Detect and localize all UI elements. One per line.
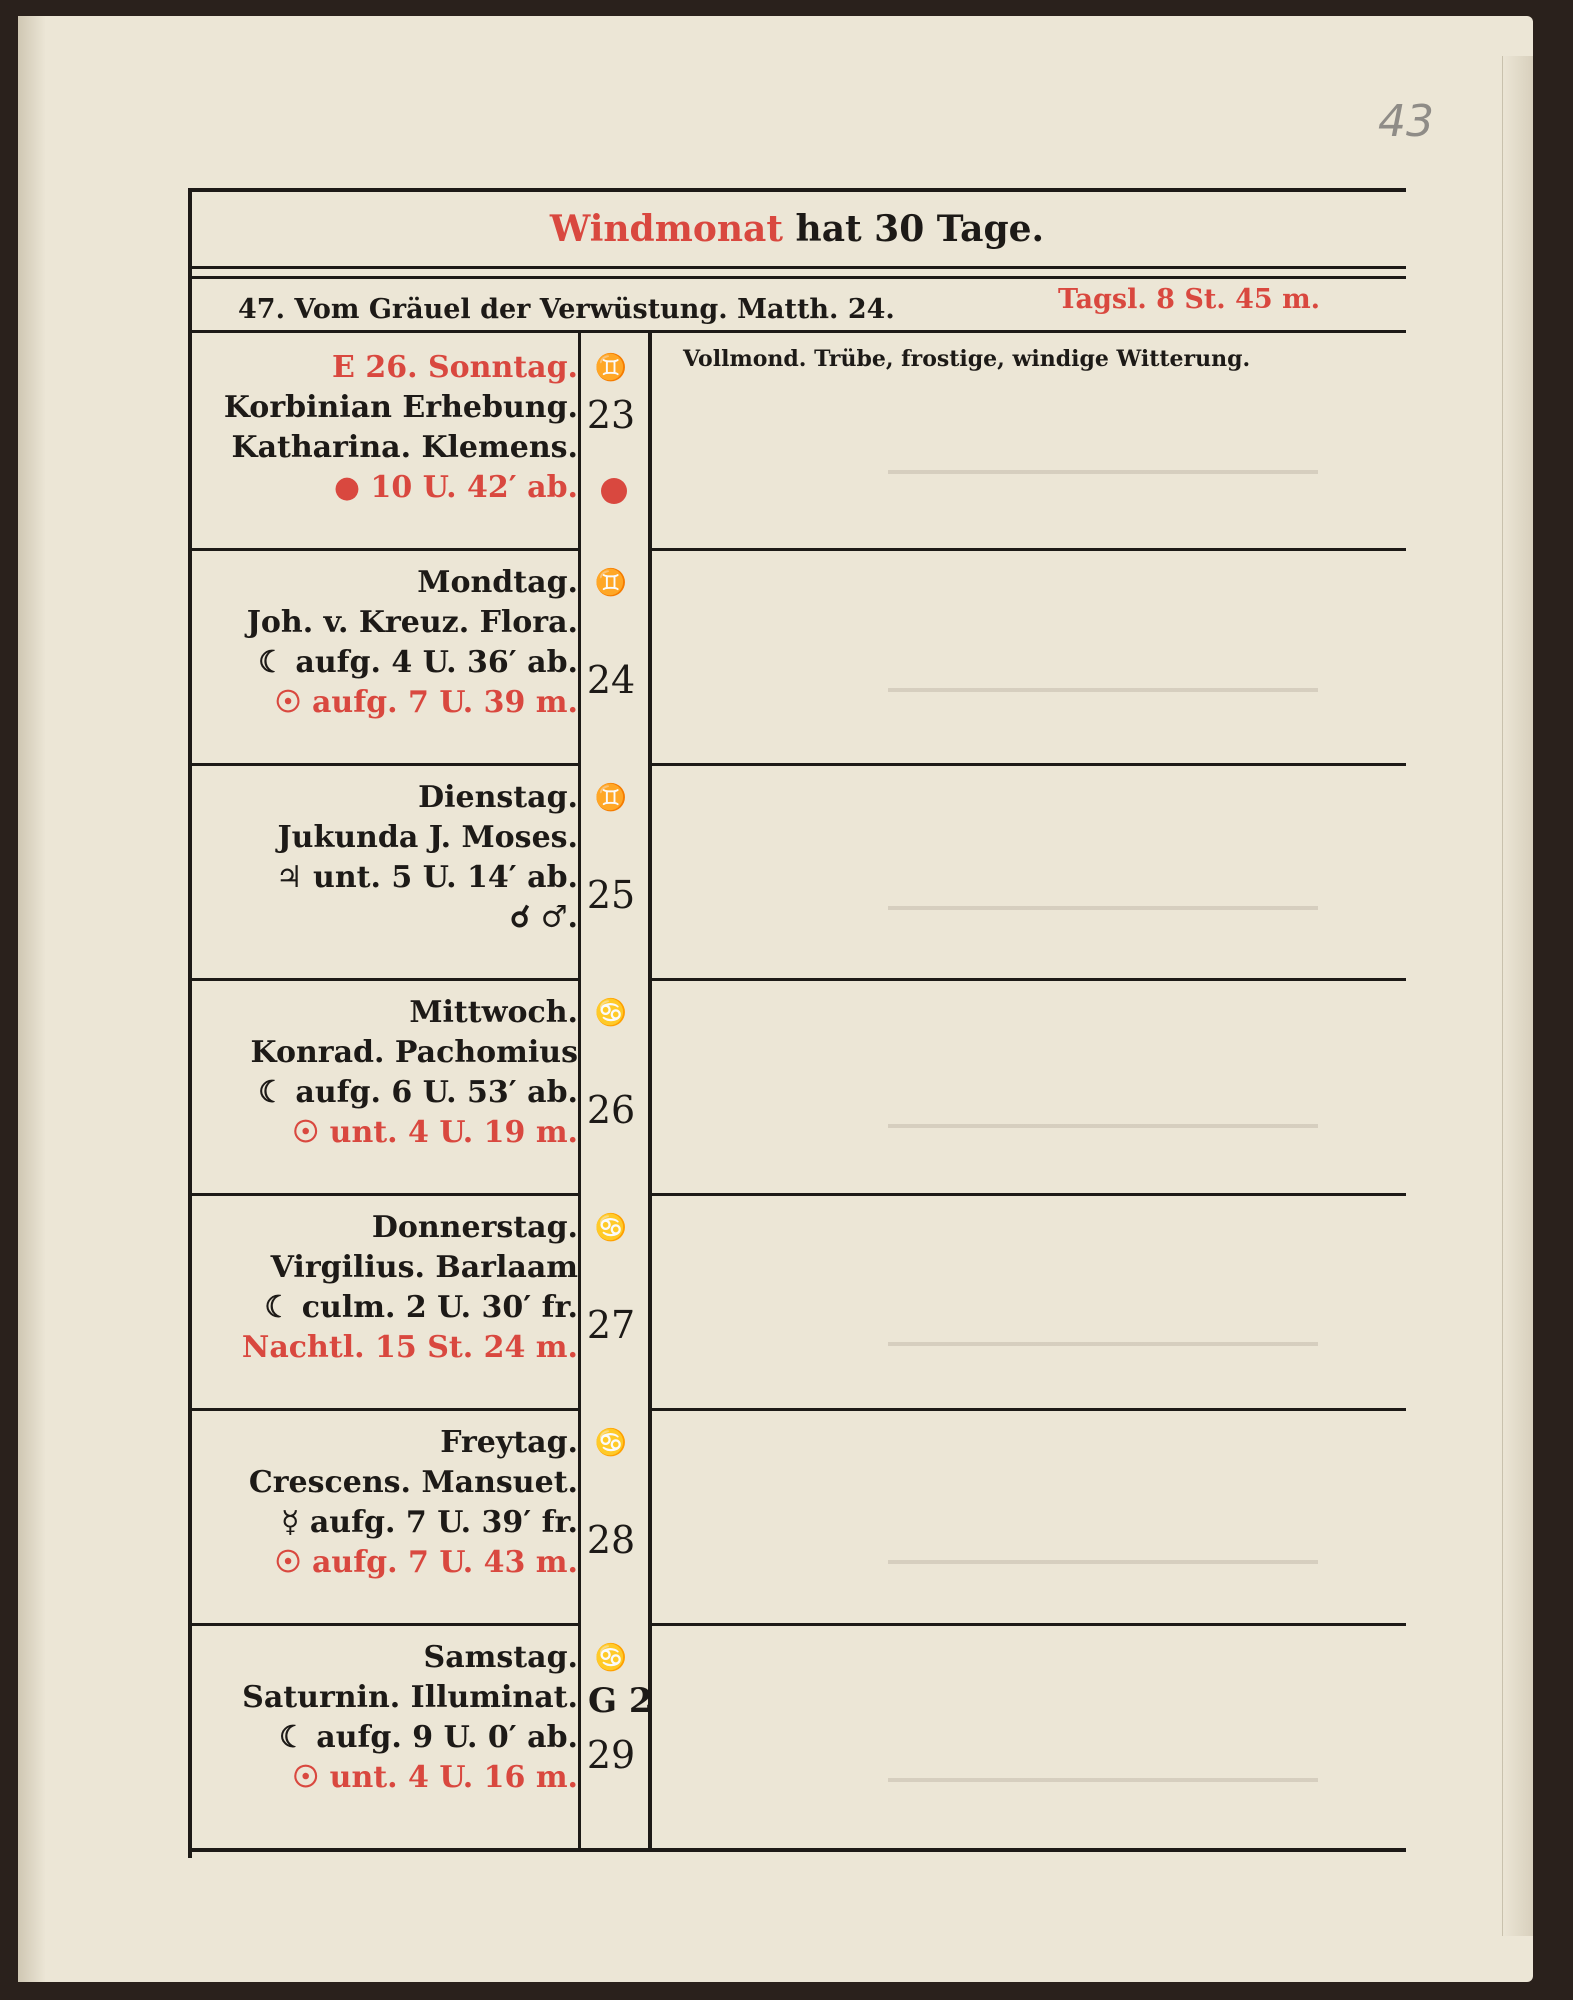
zodiac-sign-icon: ♋	[594, 1428, 628, 1458]
day-entry-line: Virgilius. Barlaam	[270, 1250, 578, 1285]
day-entry	[188, 563, 578, 723]
day-entry-line: Katharina. Klemens.	[231, 430, 578, 465]
day-separator	[188, 978, 578, 981]
bottom-rule	[188, 1848, 1406, 1852]
moon-day-number: 25	[586, 873, 636, 917]
note-separator	[652, 1408, 1406, 1411]
moon-day-number: 27	[586, 1303, 636, 1347]
zodiac-sign-icon: ♋	[594, 1213, 628, 1243]
day-separator	[188, 1408, 578, 1411]
note-separator	[652, 978, 1406, 981]
title-rule-double	[188, 276, 1406, 279]
zodiac-sign-icon: ♊	[594, 568, 628, 598]
day-entry-line: Jukunda J. Moses.	[277, 820, 578, 855]
moon-day-number: 26	[586, 1088, 636, 1132]
day-entry-line: ☉ aufg. 7 U. 43 m.	[274, 1545, 578, 1580]
zodiac-sign-icon: ♋	[594, 998, 628, 1028]
day-entry	[188, 1208, 578, 1368]
day-entry	[188, 993, 578, 1153]
day-entry-line: Mondtag.	[417, 565, 578, 600]
page-edge	[1502, 56, 1533, 1936]
moon-day-number: 24	[586, 658, 636, 702]
signature-mark: G 2	[588, 1681, 653, 1721]
day-entry-line: Donnerstag.	[371, 1210, 578, 1245]
day-separator	[188, 763, 578, 766]
title-rule	[188, 266, 1406, 269]
day-entry-line: ☾ aufg. 6 U. 53′ ab.	[258, 1075, 578, 1110]
column-divider-right	[648, 333, 652, 1848]
top-rule	[188, 188, 1406, 192]
month-name: Windmonat	[549, 208, 783, 250]
day-entry-line: Konrad. Pachomius	[250, 1035, 578, 1070]
calendar-table	[188, 188, 1406, 1858]
note-separator	[652, 1193, 1406, 1196]
day-entry-line: Saturnin. Illuminat.	[242, 1680, 578, 1715]
almanac-page	[18, 16, 1533, 1982]
note-separator	[652, 1623, 1406, 1626]
day-entry	[188, 778, 578, 938]
day-entry-line: Dienstag.	[418, 780, 578, 815]
weather-note: Vollmond. Trübe, frostige, windige Witterung.	[683, 346, 1251, 372]
moon-day-number: 23	[586, 393, 636, 437]
day-entry	[188, 1423, 578, 1583]
gospel-reading: 47. Vom Gräuel der Verwüstung. Matth. 24.	[238, 294, 895, 325]
day-entry	[188, 1638, 578, 1798]
day-entry-line: Korbinian Erhebung.	[223, 390, 578, 425]
page-gutter-shadow	[18, 16, 46, 1982]
day-entry-line: ☾ aufg. 4 U. 36′ ab.	[258, 645, 578, 680]
day-entry-line: Crescens. Mansuet.	[248, 1465, 578, 1500]
zodiac-sign-icon: ♊	[594, 783, 628, 813]
day-entry-line: ☾ aufg. 9 U. 0′ ab.	[278, 1720, 578, 1755]
zodiac-sign-icon: ♊	[594, 353, 628, 383]
day-entry-line: ☿ aufg. 7 U. 39′ fr.	[281, 1505, 578, 1540]
header-rule	[188, 330, 1406, 333]
day-entry-line: ● 10 U. 42′ ab.	[333, 470, 578, 505]
full-moon-icon	[601, 478, 627, 504]
folio-number: 43	[1378, 96, 1434, 147]
moon-day-number: 28	[586, 1518, 636, 1562]
day-entry	[188, 348, 578, 508]
day-entry-line: ♃ unt. 5 U. 14′ ab.	[275, 860, 578, 895]
day-separator	[188, 548, 578, 551]
day-length: Tagsl. 8 St. 45 m.	[1058, 284, 1321, 315]
day-entry-line: Freytag.	[440, 1425, 578, 1460]
day-entry-line: ☌ ♂.	[510, 900, 578, 935]
day-entry-line: ☉ aufg. 7 U. 39 m.	[274, 685, 578, 720]
column-divider-left	[578, 333, 581, 1848]
day-entry-line: E 26. Sonntag.	[332, 350, 578, 385]
day-entry-line: ☉ unt. 4 U. 16 m.	[292, 1760, 578, 1795]
month-title	[188, 208, 1406, 250]
zodiac-sign-icon: ♋	[594, 1643, 628, 1673]
day-separator	[188, 1193, 578, 1196]
month-days: hat 30 Tage.	[795, 208, 1045, 250]
day-separator	[188, 1623, 578, 1626]
day-entry-line: ☾ culm. 2 U. 30′ fr.	[264, 1290, 578, 1325]
day-entry-line: Joh. v. Kreuz. Flora.	[246, 605, 578, 640]
note-separator	[652, 763, 1406, 766]
day-entry-line: Samstag.	[423, 1640, 578, 1675]
moon-day-number: 29	[586, 1733, 636, 1777]
note-separator	[652, 548, 1406, 551]
day-entry-line: Nachtl. 15 St. 24 m.	[241, 1330, 578, 1365]
day-entry-line: ☉ unt. 4 U. 19 m.	[292, 1115, 578, 1150]
day-entry-line: Mittwoch.	[409, 995, 578, 1030]
